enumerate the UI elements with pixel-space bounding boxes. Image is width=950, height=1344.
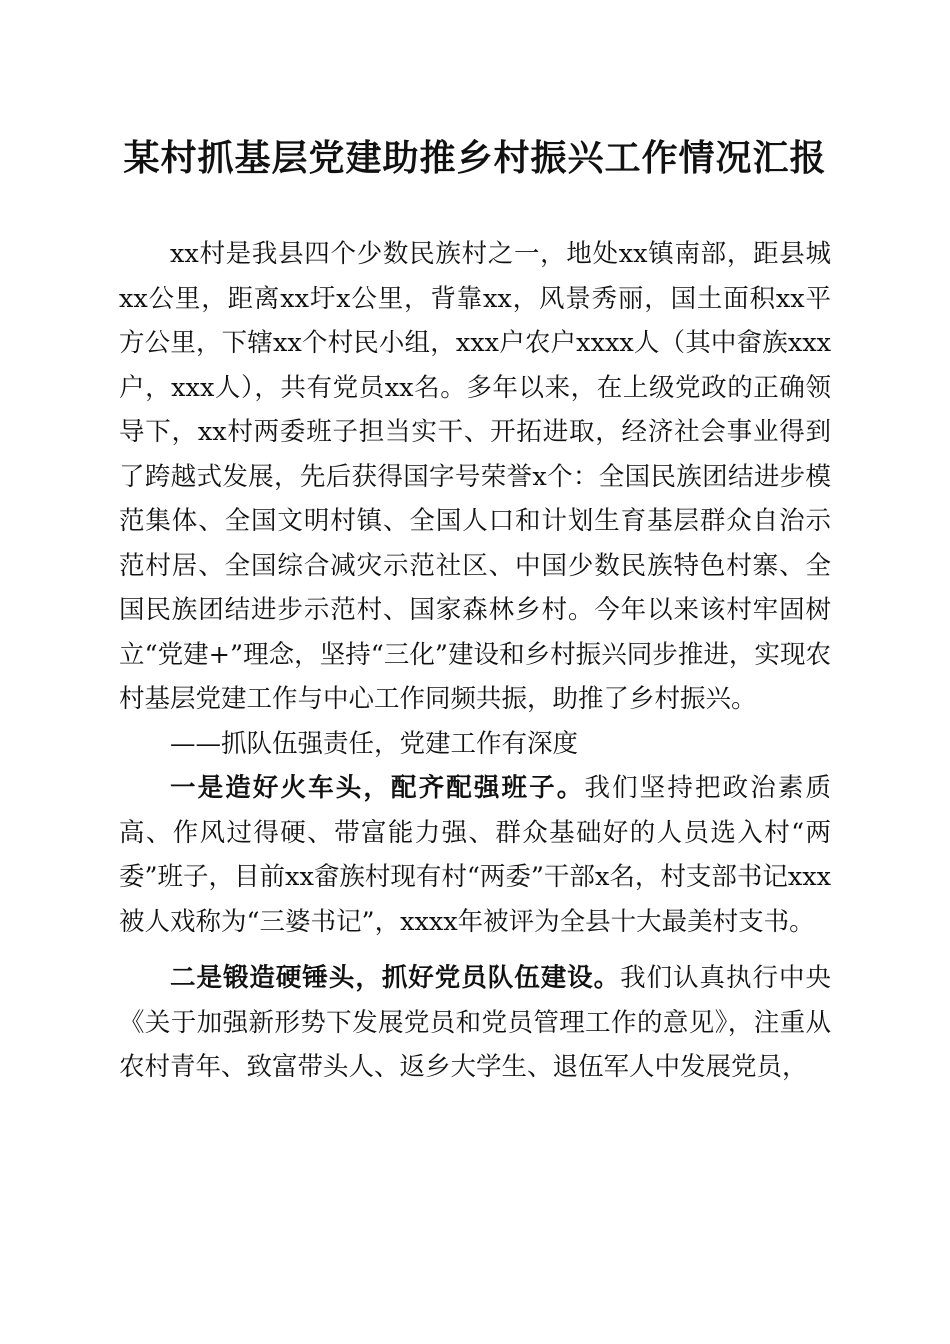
point-2-paragraph bbox=[119, 956, 831, 1090]
point-1-text: 我们坚持把政治素质高、作风过得硬、带富能力强、群众基础好的人员选入村“两委”班子，目前xx畲族村现有村“两委”干部x名，村支部书记xxx被人戏称为“三婆书记”，xxxx年被评为全县十大最美村支书。 bbox=[119, 773, 831, 937]
point-2-lead: 二是锻造硬锤头，抓好党员队伍建设。 bbox=[170, 963, 621, 993]
point-1-lead: 一是造好火车头，配齐配强班子。 bbox=[170, 773, 585, 803]
point-1-paragraph bbox=[119, 766, 831, 944]
section-heading: ——抓队伍强责任，党建工作有深度 bbox=[170, 728, 579, 759]
intro-paragraph: xx村是我县四个少数民族村之一，地处xx镇南部，距县城xx公里，距离xx圩x公里，背靠xx，风景秀丽，国土面积xx平方公里，下辖xx个村民小组，xxx户农户xxxx人（其中畲族xxx户，xxx人），共有党员xx名。多年以来，在上级党政的正确领导下，xx村两委班子担当实干、开拓进取，经济社会事业得到了跨越式发展，先后获得国字号荣誉x个：全国民族团结进步模范集体、全国文明村镇、全国人口和计划生育基层群众自治示范村居、全国综合减灾示范社区、中国少数民族特色村寨、全国民族团结进步示范村、国家森林乡村。今年以来该村牢固树立“党建+”理念，坚持“三化”建设和乡村振兴同步推进，实现农村基层党建工作与中心工作同频共振，助推了乡村振兴。 bbox=[119, 239, 831, 714]
document-body bbox=[119, 232, 831, 1090]
document-title: 某村抓基层党建助推乡村振兴工作情况汇报 bbox=[123, 137, 827, 179]
point-2-text: 我们认真执行中央《关于加强新形势下发展党员和党员管理工作的意见》，注重从农村青年、致富带头人、返乡大学生、退伍军人中发展党员， bbox=[119, 963, 831, 1082]
